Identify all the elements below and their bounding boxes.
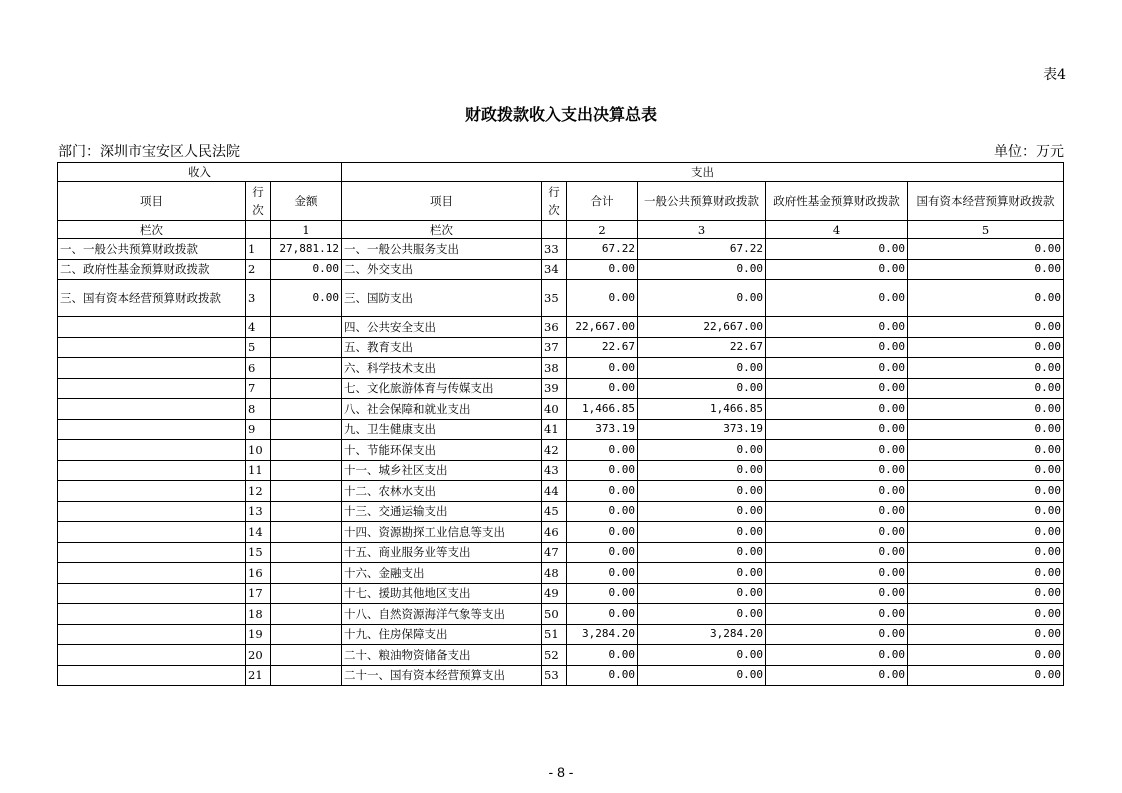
income-item-cell [58, 604, 246, 625]
table-row [58, 399, 1064, 420]
gov-fund-amount-cell: 0.00 [766, 440, 908, 461]
state-capital-amount-cell: 0.00 [908, 419, 1064, 440]
state-capital-amount-cell: 0.00 [908, 624, 1064, 645]
expense-item-cell: 十五、商业服务业等支出 [342, 542, 542, 563]
state-capital-amount-cell: 0.00 [908, 665, 1064, 686]
state-capital-amount-cell: 0.00 [908, 481, 1064, 502]
total-amount-cell: 0.00 [567, 440, 638, 461]
state-capital-amount-cell: 0.00 [908, 337, 1064, 358]
expense-item-cell: 十二、农林水支出 [342, 481, 542, 502]
income-line-cell: 2 [246, 259, 271, 280]
income-amount-cell: 0.00 [271, 280, 342, 317]
state-capital-amount-cell: 0.00 [908, 399, 1064, 420]
income-item-cell [58, 542, 246, 563]
income-amount-cell [271, 583, 342, 604]
expense-line-cell: 42 [542, 440, 567, 461]
total-amount-cell: 22.67 [567, 337, 638, 358]
state-capital-amount-cell: 0.00 [908, 317, 1064, 338]
gov-fund-amount-cell: 0.00 [766, 645, 908, 666]
income-item-cell [58, 583, 246, 604]
general-budget-amount-cell: 22.67 [638, 337, 766, 358]
expense-item-cell: 二、外交支出 [342, 259, 542, 280]
general-budget-amount-cell: 0.00 [638, 481, 766, 502]
table-row [58, 337, 1064, 358]
general-budget-amount-cell: 0.00 [638, 501, 766, 522]
total-amount-cell: 0.00 [567, 259, 638, 280]
income-line-cell: 17 [246, 583, 271, 604]
income-amount-cell [271, 378, 342, 399]
gov-fund-amount-cell: 0.00 [766, 378, 908, 399]
total-amount-cell: 0.00 [567, 481, 638, 502]
income-line-cell: 7 [246, 378, 271, 399]
income-amount-cell [271, 563, 342, 584]
gov-fund-amount-cell: 0.00 [766, 239, 908, 260]
income-line-cell: 14 [246, 522, 271, 543]
expense-item-cell: 六、科学技术支出 [342, 358, 542, 379]
income-line-cell: 19 [246, 624, 271, 645]
table-row [58, 259, 1064, 280]
expense-line-cell: 33 [542, 239, 567, 260]
income-line-cell: 9 [246, 419, 271, 440]
state-capital-amount-cell: 0.00 [908, 604, 1064, 625]
total-amount-cell: 3,284.20 [567, 624, 638, 645]
table-row [58, 460, 1064, 481]
gov-fund-amount-cell: 0.00 [766, 460, 908, 481]
col-number-2: 2 [567, 221, 638, 239]
income-amount-cell [271, 542, 342, 563]
state-capital-amount-cell: 0.00 [908, 563, 1064, 584]
income-amount-cell [271, 317, 342, 338]
income-item-cell [58, 645, 246, 666]
expense-item-cell: 十七、援助其他地区支出 [342, 583, 542, 604]
expense-item-cell: 七、文化旅游体育与传媒支出 [342, 378, 542, 399]
state-capital-header: 国有资本经营预算财政拨款 [908, 182, 1064, 221]
expense-line-cell: 47 [542, 542, 567, 563]
col-number-1: 1 [271, 221, 342, 239]
income-amount-cell [271, 645, 342, 666]
income-line-cell: 11 [246, 460, 271, 481]
expense-line-cell: 46 [542, 522, 567, 543]
income-line-cell: 10 [246, 440, 271, 461]
table-row [58, 419, 1064, 440]
section-header-row [58, 163, 1064, 182]
table-row [58, 563, 1064, 584]
col-number-3: 3 [638, 221, 766, 239]
table-number: 表4 [1043, 67, 1066, 83]
expense-item-cell: 十三、交通运输支出 [342, 501, 542, 522]
total-amount-cell: 0.00 [567, 665, 638, 686]
expense-item-cell: 五、教育支出 [342, 337, 542, 358]
total-amount-cell: 0.00 [567, 522, 638, 543]
gov-fund-header: 政府性基金预算财政拨款 [766, 182, 908, 221]
expense-item-cell: 八、社会保障和就业支出 [342, 399, 542, 420]
income-line-cell: 3 [246, 280, 271, 317]
total-amount-cell: 22,667.00 [567, 317, 638, 338]
expense-line-cell: 49 [542, 583, 567, 604]
gov-fund-amount-cell: 0.00 [766, 563, 908, 584]
expense-item-cell: 十四、资源勘探工业信息等支出 [342, 522, 542, 543]
income-item-cell [58, 481, 246, 502]
income-amount-cell: 0.00 [271, 259, 342, 280]
income-item-cell [58, 399, 246, 420]
table-row [58, 317, 1064, 338]
general-budget-amount-cell: 0.00 [638, 542, 766, 563]
expense-item-cell: 十八、自然资源海洋气象等支出 [342, 604, 542, 625]
income-amount-cell [271, 624, 342, 645]
general-budget-amount-cell: 67.22 [638, 239, 766, 260]
state-capital-amount-cell: 0.00 [908, 645, 1064, 666]
expense-item-header: 项目 [342, 182, 542, 221]
gov-fund-amount-cell: 0.00 [766, 419, 908, 440]
state-capital-amount-cell: 0.00 [908, 239, 1064, 260]
expense-item-cell: 一、一般公共服务支出 [342, 239, 542, 260]
gov-fund-amount-cell: 0.00 [766, 358, 908, 379]
col-label-cell: 栏次 [58, 221, 246, 239]
expense-item-cell: 十九、住房保障支出 [342, 624, 542, 645]
table-row [58, 604, 1064, 625]
general-budget-amount-cell: 373.19 [638, 419, 766, 440]
state-capital-amount-cell: 0.00 [908, 522, 1064, 543]
income-amount-cell [271, 604, 342, 625]
table-row [58, 358, 1064, 379]
income-item-cell [58, 419, 246, 440]
general-budget-amount-cell: 22,667.00 [638, 317, 766, 338]
gov-fund-amount-cell: 0.00 [766, 280, 908, 317]
expense-line-cell: 35 [542, 280, 567, 317]
gov-fund-amount-cell: 0.00 [766, 399, 908, 420]
general-budget-amount-cell: 3,284.20 [638, 624, 766, 645]
general-budget-amount-cell: 0.00 [638, 440, 766, 461]
state-capital-amount-cell: 0.00 [908, 358, 1064, 379]
expense-line-cell: 48 [542, 563, 567, 584]
income-line-header: 行次 [246, 182, 271, 221]
gov-fund-amount-cell: 0.00 [766, 624, 908, 645]
gov-fund-amount-cell: 0.00 [766, 522, 908, 543]
income-item-cell [58, 665, 246, 686]
general-budget-amount-cell: 0.00 [638, 563, 766, 584]
table-row [58, 542, 1064, 563]
total-amount-cell: 0.00 [567, 583, 638, 604]
unit-label: 单位：万元 [994, 144, 1064, 160]
table-row [58, 481, 1064, 502]
income-amount-cell [271, 337, 342, 358]
col-label-cell: 栏次 [342, 221, 542, 239]
expense-item-cell: 十一、城乡社区支出 [342, 460, 542, 481]
income-line-cell: 1 [246, 239, 271, 260]
expense-item-cell: 十、节能环保支出 [342, 440, 542, 461]
general-budget-header: 一般公共预算财政拨款 [638, 182, 766, 221]
income-line-cell: 21 [246, 665, 271, 686]
state-capital-amount-cell: 0.00 [908, 501, 1064, 522]
document-title: 财政拨款收入支出决算总表 [464, 105, 657, 124]
table-row [58, 239, 1064, 260]
expense-item-cell: 十六、金融支出 [342, 563, 542, 584]
expense-line-cell: 52 [542, 645, 567, 666]
expense-item-cell: 四、公共安全支出 [342, 317, 542, 338]
income-amount-cell [271, 460, 342, 481]
income-amount-cell [271, 522, 342, 543]
expense-line-cell: 50 [542, 604, 567, 625]
department-label: 部门：深圳市宝安区人民法院 [58, 144, 240, 160]
general-budget-amount-cell: 1,466.85 [638, 399, 766, 420]
gov-fund-amount-cell: 0.00 [766, 501, 908, 522]
income-item-cell [58, 337, 246, 358]
gov-fund-amount-cell: 0.00 [766, 337, 908, 358]
income-item-cell [58, 358, 246, 379]
expense-item-cell: 二十一、国有资本经营预算支出 [342, 665, 542, 686]
empty-cell [542, 221, 567, 239]
general-budget-amount-cell: 0.00 [638, 522, 766, 543]
total-amount-cell: 0.00 [567, 501, 638, 522]
gov-fund-amount-cell: 0.00 [766, 604, 908, 625]
total-amount-cell: 0.00 [567, 378, 638, 399]
income-line-cell: 8 [246, 399, 271, 420]
col-number-5: 5 [908, 221, 1064, 239]
state-capital-amount-cell: 0.00 [908, 280, 1064, 317]
income-item-header: 项目 [58, 182, 246, 221]
table-row [58, 280, 1064, 317]
total-header: 合计 [567, 182, 638, 221]
income-amount-cell [271, 440, 342, 461]
state-capital-amount-cell: 0.00 [908, 542, 1064, 563]
income-item-cell [58, 563, 246, 584]
expense-line-cell: 43 [542, 460, 567, 481]
total-amount-cell: 0.00 [567, 280, 638, 317]
gov-fund-amount-cell: 0.00 [766, 259, 908, 280]
expense-line-cell: 40 [542, 399, 567, 420]
expense-line-cell: 36 [542, 317, 567, 338]
income-line-cell: 4 [246, 317, 271, 338]
expense-line-cell: 53 [542, 665, 567, 686]
general-budget-amount-cell: 0.00 [638, 280, 766, 317]
general-budget-amount-cell: 0.00 [638, 665, 766, 686]
table-row [58, 440, 1064, 461]
state-capital-amount-cell: 0.00 [908, 583, 1064, 604]
expense-line-cell: 41 [542, 419, 567, 440]
total-amount-cell: 0.00 [567, 645, 638, 666]
income-amount-cell [271, 501, 342, 522]
expense-line-header: 行次 [542, 182, 567, 221]
income-item-cell [58, 522, 246, 543]
income-item-cell [58, 378, 246, 399]
total-amount-cell: 0.00 [567, 542, 638, 563]
column-header-row [58, 182, 1064, 221]
col-number-4: 4 [766, 221, 908, 239]
total-amount-cell: 1,466.85 [567, 399, 638, 420]
income-amount-cell [271, 419, 342, 440]
gov-fund-amount-cell: 0.00 [766, 665, 908, 686]
total-amount-cell: 0.00 [567, 563, 638, 584]
total-amount-cell: 0.00 [567, 358, 638, 379]
empty-cell [246, 221, 271, 239]
income-item-cell: 一、一般公共预算财政拨款 [58, 239, 246, 260]
income-item-cell [58, 501, 246, 522]
gov-fund-amount-cell: 0.00 [766, 542, 908, 563]
income-item-cell [58, 440, 246, 461]
income-item-cell [58, 624, 246, 645]
table-row [58, 645, 1064, 666]
gov-fund-amount-cell: 0.00 [766, 583, 908, 604]
state-capital-amount-cell: 0.00 [908, 259, 1064, 280]
income-section-header: 收入 [58, 163, 342, 182]
income-amount-header: 金额 [271, 182, 342, 221]
expense-line-cell: 38 [542, 358, 567, 379]
income-line-cell: 6 [246, 358, 271, 379]
page-number: - 8 - [548, 764, 574, 780]
income-item-cell: 三、国有资本经营预算财政拨款 [58, 280, 246, 317]
income-item-cell [58, 317, 246, 338]
total-amount-cell: 67.22 [567, 239, 638, 260]
state-capital-amount-cell: 0.00 [908, 440, 1064, 461]
expense-line-cell: 39 [542, 378, 567, 399]
gov-fund-amount-cell: 0.00 [766, 317, 908, 338]
expense-item-cell: 三、国防支出 [342, 280, 542, 317]
total-amount-cell: 0.00 [567, 604, 638, 625]
column-number-row [58, 221, 1064, 239]
state-capital-amount-cell: 0.00 [908, 378, 1064, 399]
expense-line-cell: 34 [542, 259, 567, 280]
income-amount-cell [271, 358, 342, 379]
general-budget-amount-cell: 0.00 [638, 259, 766, 280]
income-line-cell: 12 [246, 481, 271, 502]
income-item-cell: 二、政府性基金预算财政拨款 [58, 259, 246, 280]
table-row [58, 583, 1064, 604]
table-row [58, 624, 1064, 645]
expense-line-cell: 51 [542, 624, 567, 645]
income-amount-cell [271, 481, 342, 502]
expense-line-cell: 37 [542, 337, 567, 358]
state-capital-amount-cell: 0.00 [908, 460, 1064, 481]
general-budget-amount-cell: 0.00 [638, 358, 766, 379]
income-line-cell: 13 [246, 501, 271, 522]
table-row [58, 501, 1064, 522]
table-row [58, 378, 1064, 399]
general-budget-amount-cell: 0.00 [638, 604, 766, 625]
income-line-cell: 5 [246, 337, 271, 358]
general-budget-amount-cell: 0.00 [638, 645, 766, 666]
general-budget-amount-cell: 0.00 [638, 460, 766, 481]
finance-table [57, 162, 1064, 686]
expense-line-cell: 45 [542, 501, 567, 522]
income-amount-cell: 27,881.12 [271, 239, 342, 260]
income-amount-cell [271, 399, 342, 420]
table-row [58, 665, 1064, 686]
total-amount-cell: 0.00 [567, 460, 638, 481]
expense-item-cell: 九、卫生健康支出 [342, 419, 542, 440]
table-row [58, 522, 1064, 543]
expense-section-header: 支出 [342, 163, 1064, 182]
income-line-cell: 15 [246, 542, 271, 563]
income-item-cell [58, 460, 246, 481]
income-line-cell: 20 [246, 645, 271, 666]
income-line-cell: 16 [246, 563, 271, 584]
gov-fund-amount-cell: 0.00 [766, 481, 908, 502]
total-amount-cell: 373.19 [567, 419, 638, 440]
expense-line-cell: 44 [542, 481, 567, 502]
income-line-cell: 18 [246, 604, 271, 625]
income-amount-cell [271, 665, 342, 686]
expense-item-cell: 二十、粮油物资储备支出 [342, 645, 542, 666]
general-budget-amount-cell: 0.00 [638, 378, 766, 399]
general-budget-amount-cell: 0.00 [638, 583, 766, 604]
